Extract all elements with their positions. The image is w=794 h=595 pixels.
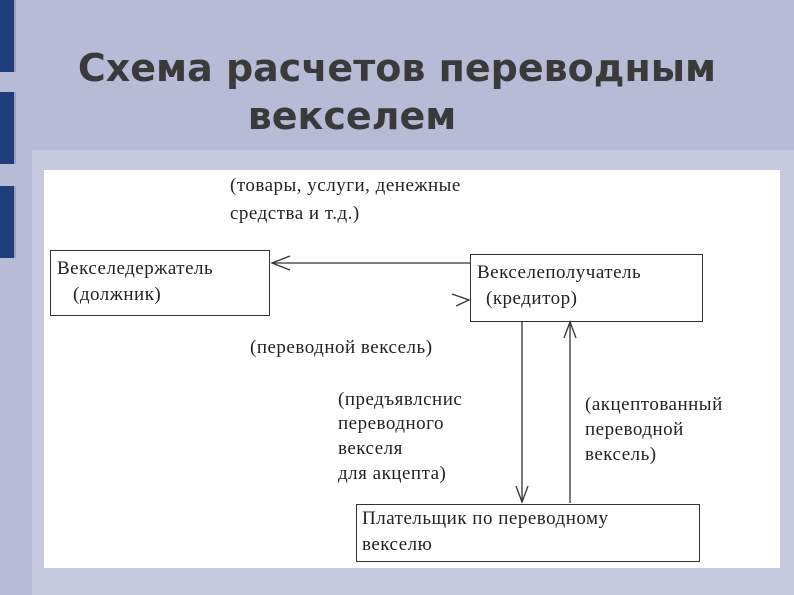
receiver-line-2: (кредитор): [486, 288, 578, 309]
presentation-note-line-2: переводного: [338, 413, 444, 434]
receiver-line-1: Векселеполучатель: [477, 262, 642, 283]
presentation-note-line-4: для акцепта): [338, 463, 447, 484]
bill-note: (переводной вексель): [250, 337, 433, 358]
payer-line-2: векселю: [362, 534, 433, 555]
presentation-note-line-1: (предъявлснис: [338, 389, 463, 410]
accepted-note-line-2: переводной: [585, 419, 684, 440]
goods-note-line-2: средства и т.д.): [230, 203, 360, 224]
payer-line-1: Плательщик по переводному: [362, 508, 609, 529]
title-line-2: векселем: [247, 94, 457, 138]
holder-line-1: Векселедержатель: [57, 258, 214, 279]
bill-arrow-head: [452, 294, 469, 306]
holder-line-2: (должник): [73, 284, 162, 305]
presentation-note-line-3: векселя: [338, 438, 403, 459]
accepted-note-line-3: вексель): [585, 444, 657, 465]
title-line-1: Схема расчетов переводным: [77, 46, 717, 90]
accepted-note-line-1: (акцептованный: [585, 394, 723, 415]
goods-note-line-1: (товары, услуги, денежные: [230, 175, 461, 196]
